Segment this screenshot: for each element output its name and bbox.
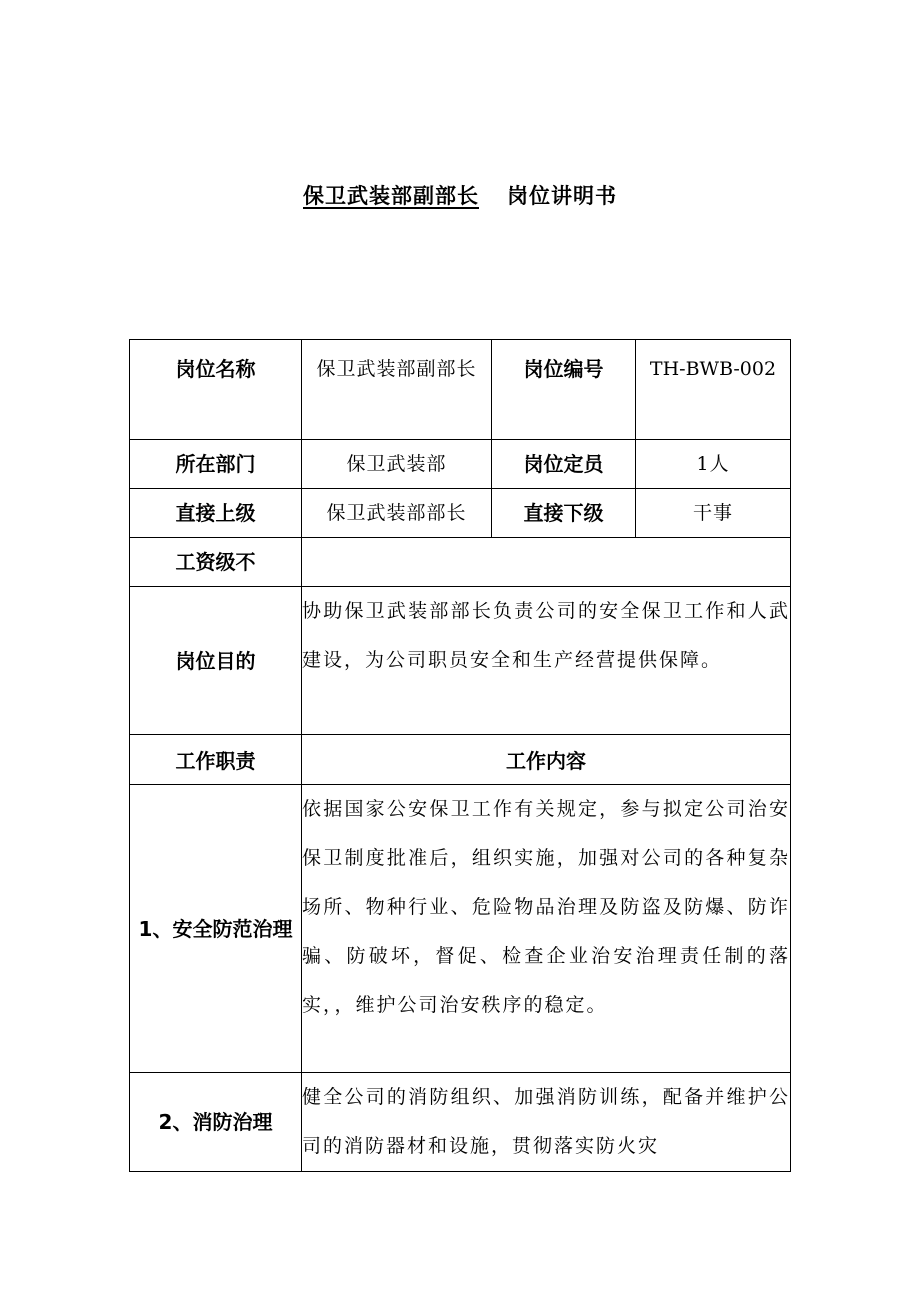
- table-row: [130, 340, 791, 440]
- duty-2-name: 2、消防治理: [130, 1073, 302, 1172]
- quota-value: 1人: [636, 440, 791, 489]
- duty-1-name: 1、安全防范治理: [130, 785, 302, 1073]
- duty-2-content: 健全公司的消防组织、加强消防训练，配备并维护公司的消防器材和设施，贯彻落实防火灾: [302, 1073, 791, 1172]
- dept-value: 保卫武装部: [302, 440, 492, 489]
- subordinate-value: 干事: [636, 489, 791, 538]
- document-title: [0, 180, 920, 210]
- table-row: [130, 1073, 791, 1172]
- table-row: [130, 538, 791, 587]
- post-name-label: 岗位名称: [130, 340, 302, 440]
- salary-value: [302, 538, 791, 587]
- dept-label: 所在部门: [130, 440, 302, 489]
- subordinate-label: 直接下级: [492, 489, 636, 538]
- superior-value: 保卫武装部部长: [302, 489, 492, 538]
- salary-label: 工资级不: [130, 538, 302, 587]
- post-code-label: 岗位编号: [492, 340, 636, 440]
- table-row: [130, 735, 791, 785]
- purpose-label: 岗位目的: [130, 587, 302, 735]
- title-job-name: 保卫武装部副部长: [303, 184, 479, 208]
- post-name-value: 保卫武装部副部长: [302, 340, 492, 440]
- purpose-value: 协助保卫武装部部长负责公司的安全保卫工作和人武建设，为公司职员安全和生产经营提供保障。: [302, 587, 791, 735]
- table-row: [130, 489, 791, 538]
- title-suffix: 岗位讲明书: [507, 184, 617, 208]
- job-description-table: [129, 339, 791, 1172]
- quota-label: 岗位定员: [492, 440, 636, 489]
- post-code-value: TH-BWB-002: [636, 340, 791, 440]
- table-row: [130, 587, 791, 735]
- table-row: [130, 440, 791, 489]
- superior-label: 直接上级: [130, 489, 302, 538]
- duty-column-header: 工作职责: [130, 735, 302, 785]
- table-row: [130, 785, 791, 1073]
- content-column-header: 工作内容: [302, 735, 791, 785]
- duty-1-content: 依据国家公安保卫工作有关规定，参与拟定公司治安保卫制度批准后，组织实施，加强对公司的各种复杂场所、物种行业、危险物品治理及防盗及防爆、防诈骗、防破坏，督促、检查企业治安治理责任制的落实，，维护公司治安秩序的稳定。: [302, 785, 791, 1073]
